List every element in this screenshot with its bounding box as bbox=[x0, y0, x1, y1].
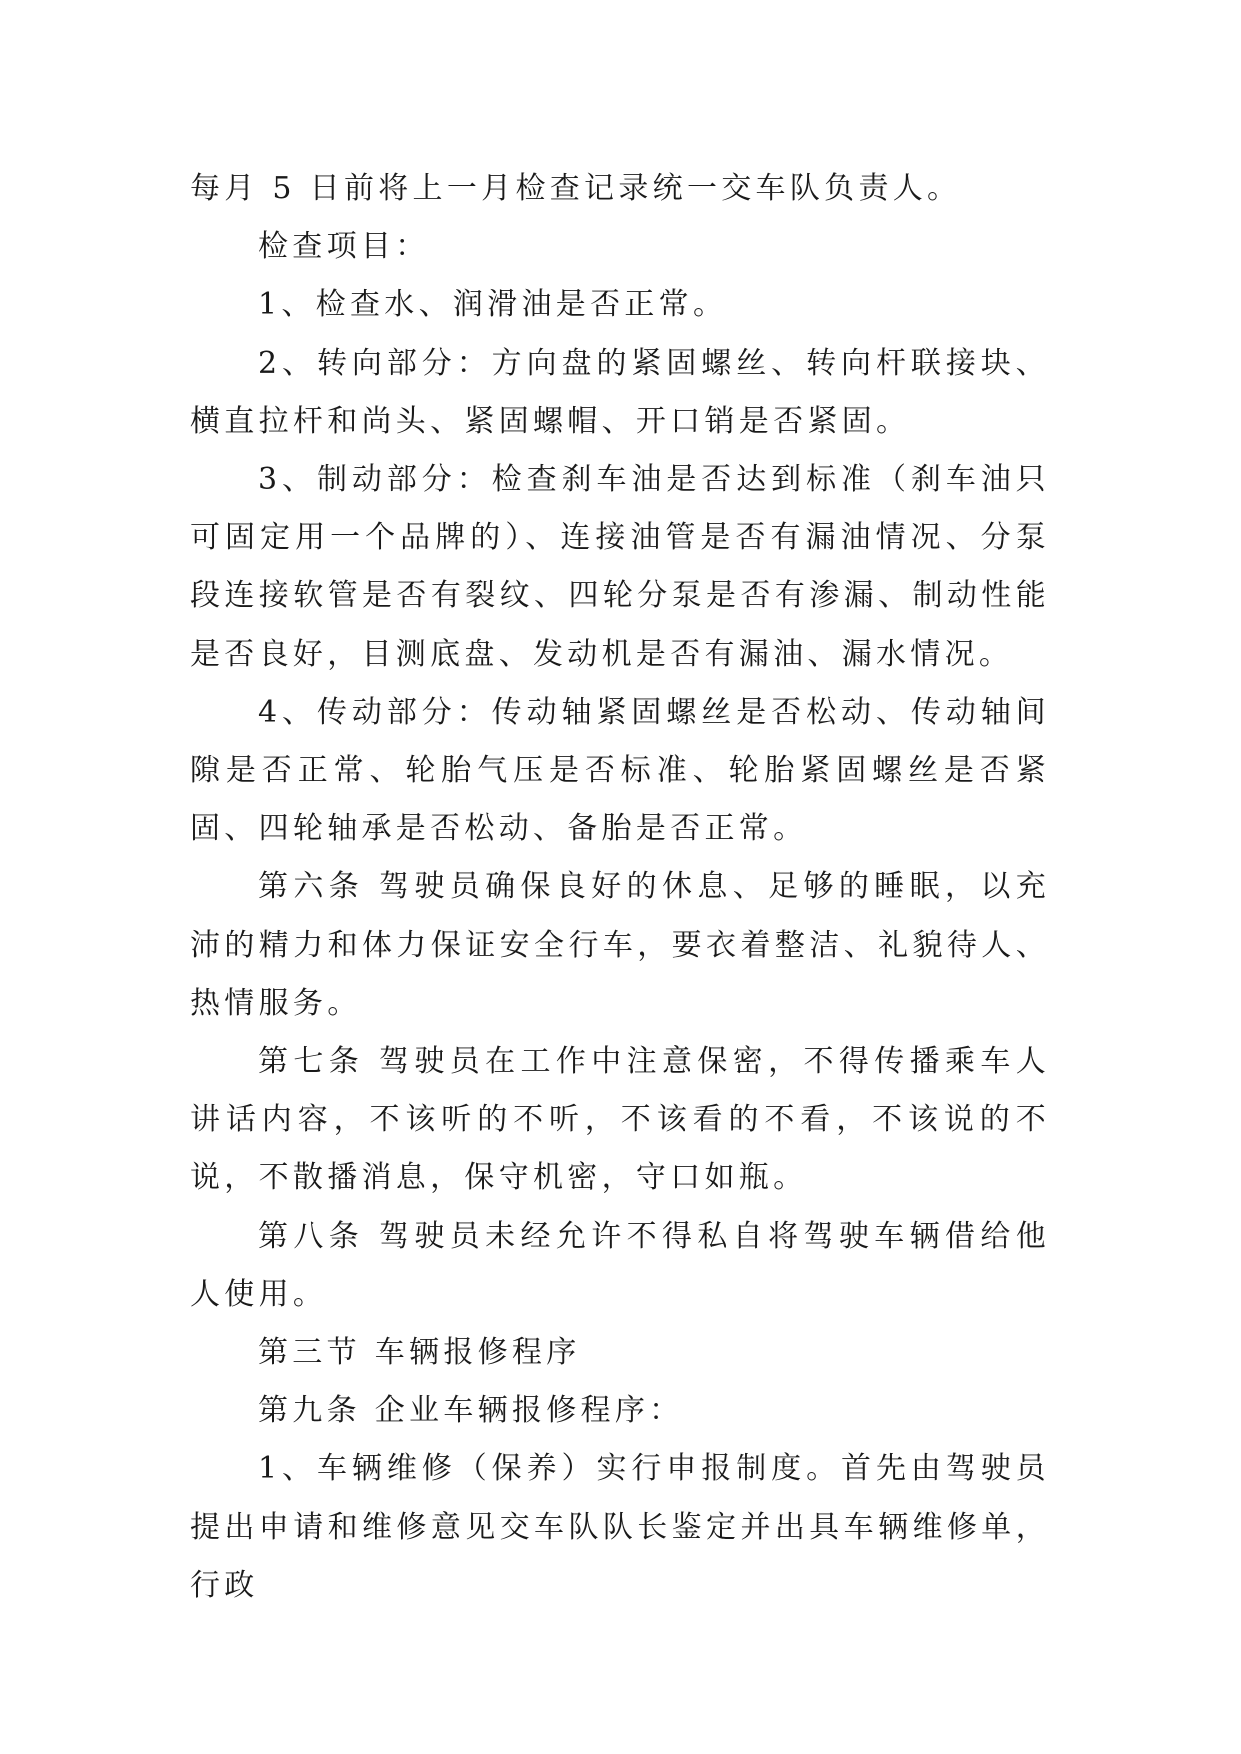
paragraph-item-1-fluids: 1、检查水、润滑油是否正常。 bbox=[258, 287, 728, 323]
paragraph-article-7: 第七条 驾驶员在工作中注意保密，不得传播乘车人讲话内容，不该听的不听，不该看的不看，不该说的不说，不散播消息，保守机密，守口如瓶。 bbox=[190, 1044, 1050, 1196]
paragraph-inspection-record: 每月 5 日前将上一月检查记录统一交车队负责人。 bbox=[190, 171, 962, 206]
paragraph-article-9: 第九条 企业车辆报修程序： bbox=[258, 1393, 684, 1429]
paragraph-article-8: 第八条 驾驶员未经允许不得私自将驾驶车辆借给他人使用。 bbox=[190, 1218, 1050, 1312]
paragraph-article-6: 第六条 驾驶员确保良好的休息、足够的睡眠，以充沛的精力和体力保证安全行车，要衣着整洁、礼貌待人、热情服务。 bbox=[190, 869, 1050, 1021]
paragraph-item-4-transmission: 4、传动部分：传动轴紧固螺丝是否松动、传动轴间隙是否正常、轮胎气压是否标准、轮胎紧固螺丝是否紧固、四轮轴承是否松动、备胎是否正常。 bbox=[190, 694, 1050, 847]
paragraph-item-3-braking: 3、制动部分：检查刹车油是否达到标准（刹车油只可固定用一个品牌的）、连接油管是否有漏油情况、分泵段连接软管是否有裂纹、四轮分泵是否有渗漏、制动性能是否良好，目测底盘、发动机是否有漏油、漏水情况。 bbox=[190, 462, 1050, 672]
document-page bbox=[190, 160, 1050, 1615]
paragraph-repair-procedure-1: 1、车辆维修（保养）实行申报制度。首先由驾驶员提出申请和维修意见交车队队长鉴定并出具车辆维修单，行政 bbox=[190, 1451, 1050, 1603]
paragraph-inspection-items-heading: 检查项目： bbox=[258, 229, 430, 265]
section-heading-3: 第三节 车辆报修程序 bbox=[258, 1335, 581, 1371]
paragraph-item-2-steering: 2、转向部分：方向盘的紧固螺丝、转向杆联接块、横直拉杆和尚头、紧固螺帽、开口销是否紧固。 bbox=[190, 345, 1050, 439]
